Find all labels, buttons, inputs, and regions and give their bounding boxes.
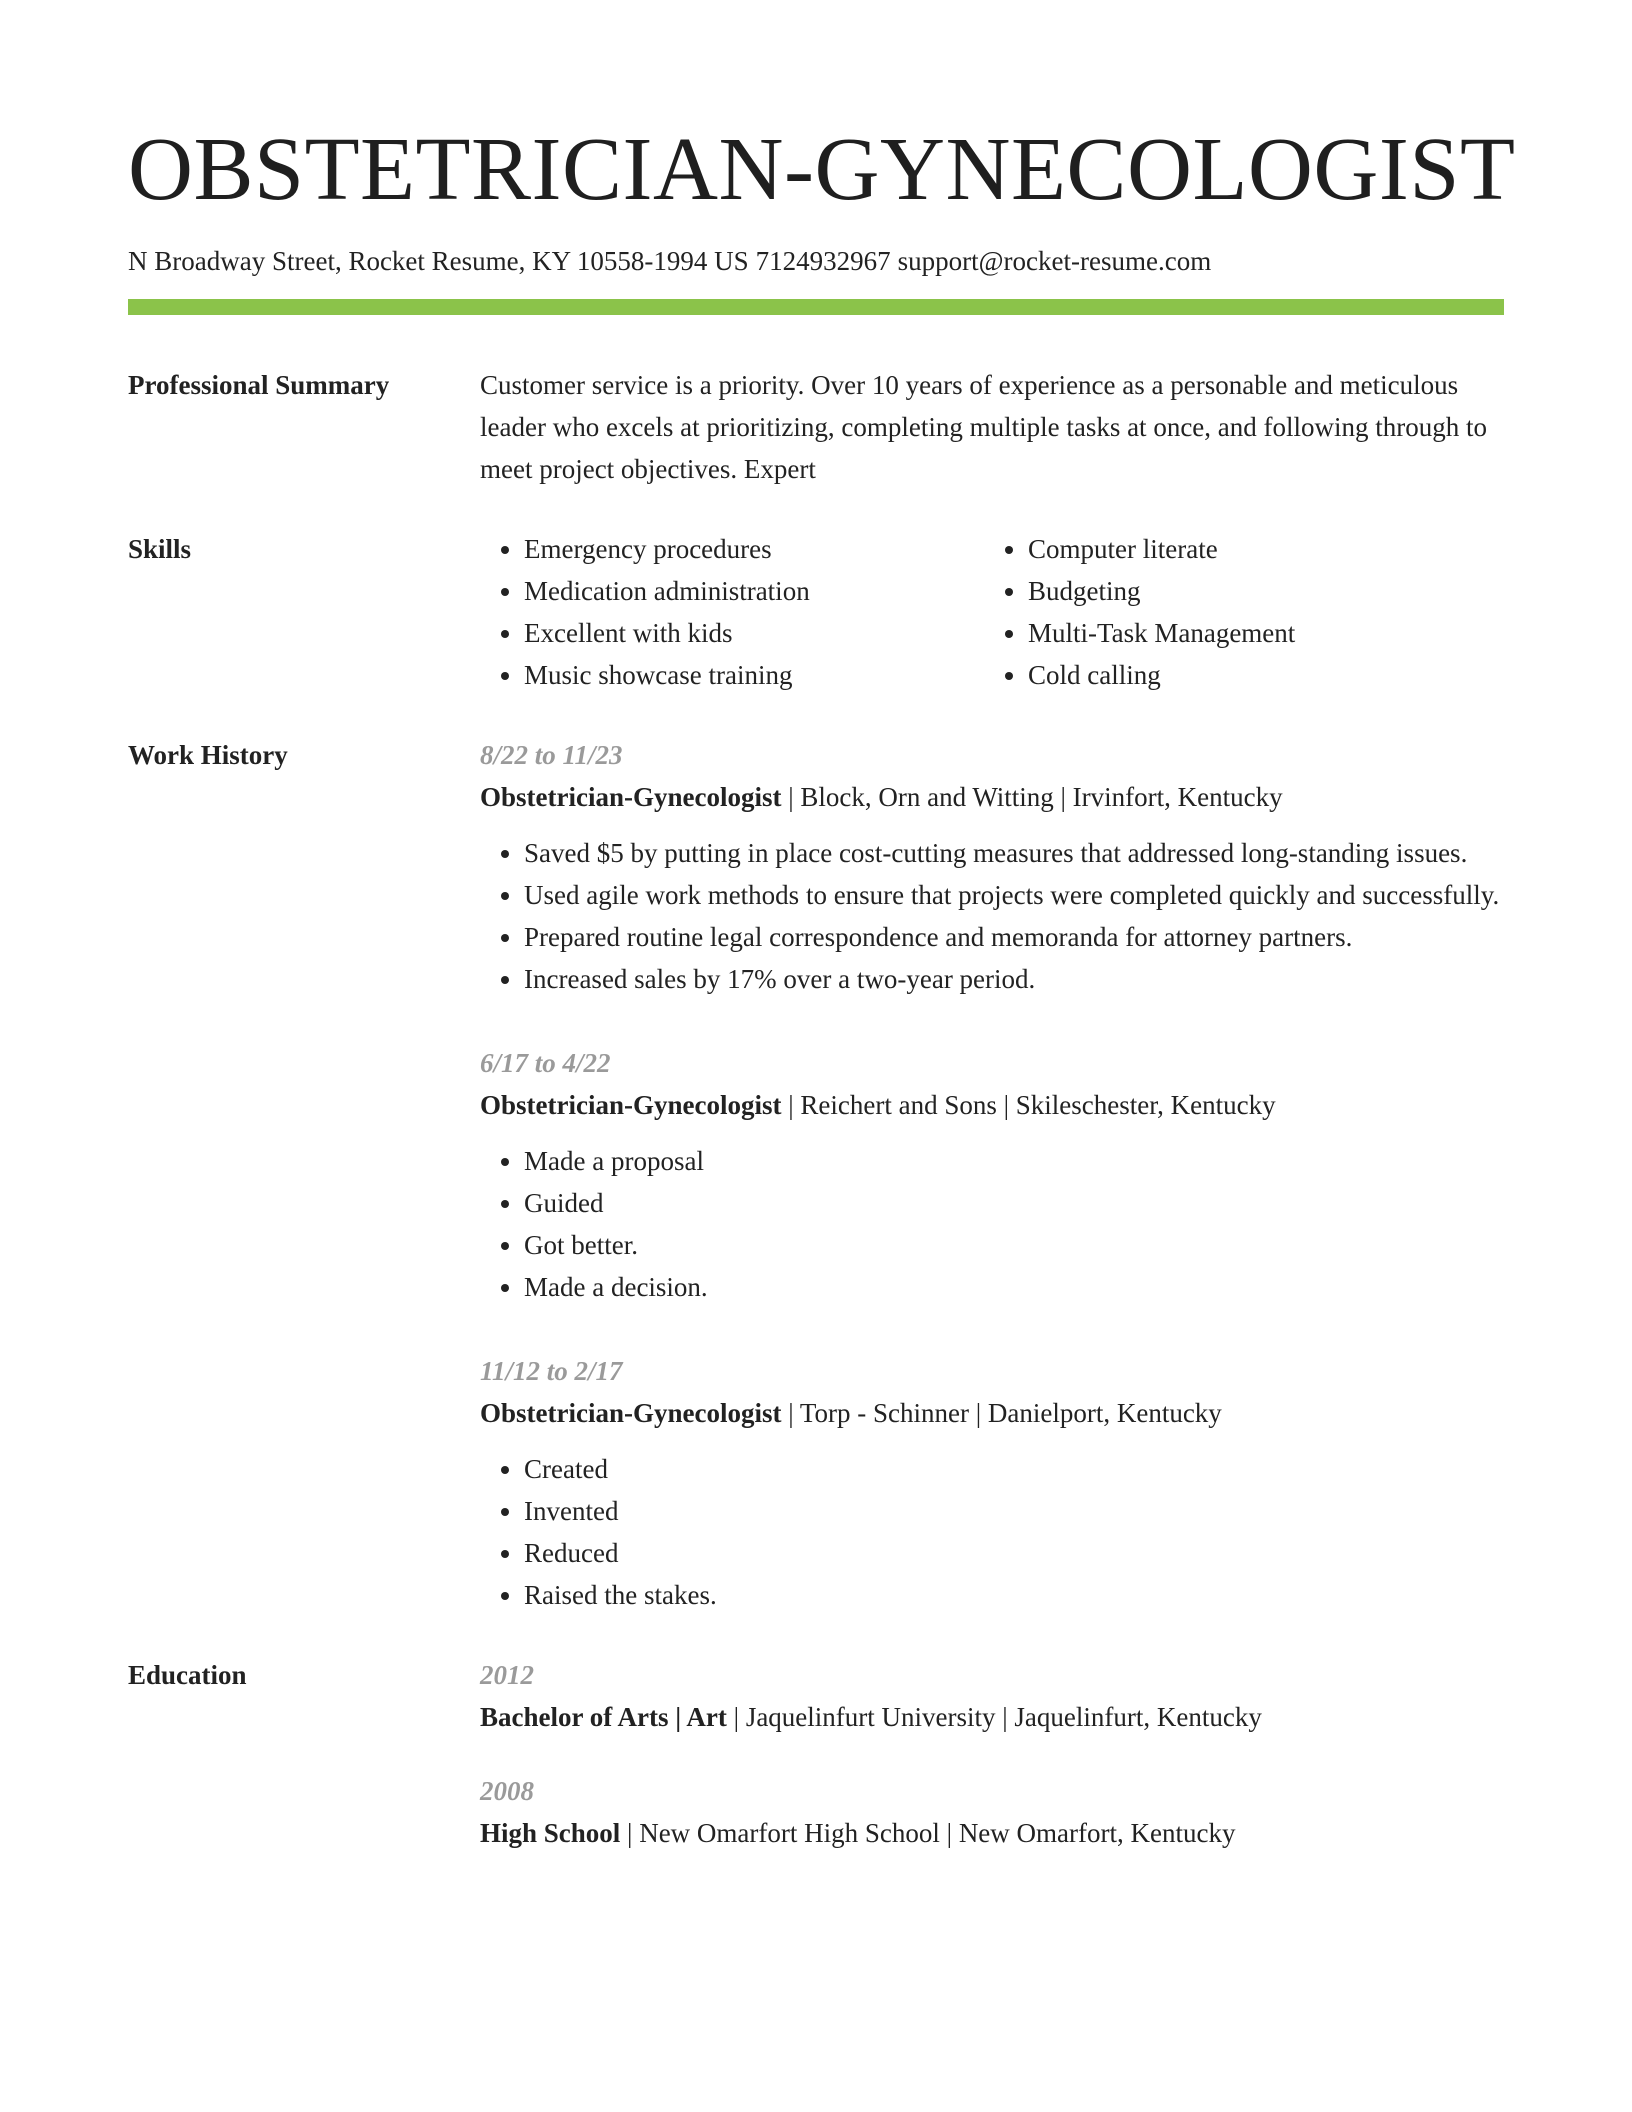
education-location: Jaquelinfurt, Kentucky (1014, 1702, 1262, 1732)
job-title: Obstetrician-Gynecologist (480, 782, 782, 812)
job-location: Skileschester, Kentucky (1015, 1090, 1276, 1120)
summary-section (128, 364, 1504, 490)
section-title: Work History (128, 740, 288, 770)
job-company: Torp - Schinner (799, 1398, 969, 1428)
skills-columns (480, 528, 1504, 696)
job-role-line (480, 1084, 1504, 1126)
separator: | (788, 782, 794, 812)
job-bullet: • Got better. (524, 1224, 1504, 1266)
job-bullet: • Saved $5 by putting in place cost-cutting measures that addressed long-standing issues. (524, 832, 1504, 874)
job-location: Danielport, Kentucky (987, 1398, 1222, 1428)
education-year: 2012 (480, 1660, 534, 1690)
education-location: New Omarfort, Kentucky (958, 1818, 1236, 1848)
summary-text: Customer service is a priority. Over 10 years of experience as a personable and meticulous leader who excels at prioritizing, completing multiple tasks at once, and following through to meet project objectives. Expert (480, 370, 1488, 484)
education-degree: Bachelor of Arts | Art (480, 1702, 727, 1732)
job-bullets (480, 832, 1504, 1000)
job-company: Block, Orn and Witting (800, 782, 1054, 812)
contact-email: support@rocket-resume.com (897, 246, 1212, 276)
separator: | (1060, 782, 1066, 812)
education-line (480, 1696, 1504, 1738)
education-line (480, 1812, 1504, 1854)
separator: | (788, 1090, 794, 1120)
education-school: Jaquelinfurt University (745, 1702, 996, 1732)
skill-item: • Budgeting (1028, 570, 1488, 612)
skills-list-left (480, 528, 984, 696)
job-bullets (480, 1140, 1504, 1308)
skill-item: • Music showcase training (524, 654, 984, 696)
job-entry (480, 1350, 1504, 1616)
job-entry (480, 734, 1504, 1000)
separator: | (627, 1818, 633, 1848)
accent-divider (128, 299, 1504, 315)
education-entry (480, 1654, 1504, 1738)
separator: | (1002, 1702, 1008, 1732)
contact-line (128, 244, 1504, 278)
job-bullet: • Prepared routine legal correspondence and memoranda for attorney partners. (524, 916, 1504, 958)
resume-sections (128, 364, 1504, 1854)
section-title: Education (128, 1660, 247, 1690)
job-bullet: • Made a proposal (524, 1140, 1504, 1182)
separator: | (975, 1398, 982, 1428)
job-title: Obstetrician-Gynecologist (480, 1090, 782, 1120)
job-bullet: • Raised the stakes. (524, 1574, 1504, 1616)
job-bullet: • Used agile work methods to ensure that projects were completed quickly and successfully. (524, 874, 1504, 916)
job-dates: 8/22 to 11/23 (480, 740, 623, 770)
separator: | (1003, 1090, 1009, 1120)
separator: | (946, 1818, 953, 1848)
skills-section (128, 528, 1504, 696)
skill-item: • Emergency procedures (524, 528, 984, 570)
job-role-line (480, 776, 1504, 818)
skill-item: • Cold calling (1028, 654, 1488, 696)
section-body (480, 1654, 1504, 1854)
job-role-line (480, 1392, 1504, 1434)
skill-item: • Multi-Task Management (1028, 612, 1488, 654)
section-body (480, 734, 1504, 1616)
section-title: Skills (128, 534, 192, 564)
job-location: Irvinfort, Kentucky (1072, 782, 1283, 812)
education-year: 2008 (480, 1776, 534, 1806)
job-bullet: • Invented (524, 1490, 1504, 1532)
skills-list-right (984, 528, 1488, 696)
resume-name: OBSTETRICIAN-GYNECOLOGIST (128, 120, 1516, 219)
job-bullet: • Guided (524, 1182, 1504, 1224)
skill-item: • Medication administration (524, 570, 984, 612)
skill-item: • Computer literate (1028, 528, 1488, 570)
job-dates: 6/17 to 4/22 (480, 1048, 611, 1078)
education-section (128, 1654, 1504, 1854)
education-degree: High School (480, 1818, 621, 1848)
job-title: Obstetrician-Gynecologist (480, 1398, 782, 1428)
job-bullet: • Reduced (524, 1532, 1504, 1574)
section-body (480, 364, 1504, 490)
job-bullet: • Made a decision. (524, 1266, 1504, 1308)
job-dates: 11/12 to 2/17 (480, 1356, 623, 1386)
contact-address: N Broadway Street, Rocket Resume, KY 10558-1994 US (128, 246, 749, 276)
job-bullets (480, 1448, 1504, 1616)
job-entry (480, 1042, 1504, 1308)
separator: | (733, 1702, 740, 1732)
separator: | (788, 1398, 794, 1428)
education-school: New Omarfort High School (639, 1818, 940, 1848)
job-company: Reichert and Sons (800, 1090, 997, 1120)
skill-item: • Excellent with kids (524, 612, 984, 654)
contact-phone: 7124932967 (755, 246, 891, 276)
section-title: Professional Summary (128, 370, 390, 400)
education-entry (480, 1770, 1504, 1854)
job-bullet: • Created (524, 1448, 1504, 1490)
job-bullet: • Increased sales by 17% over a two-year period. (524, 958, 1504, 1000)
work-history-section (128, 734, 1504, 1616)
